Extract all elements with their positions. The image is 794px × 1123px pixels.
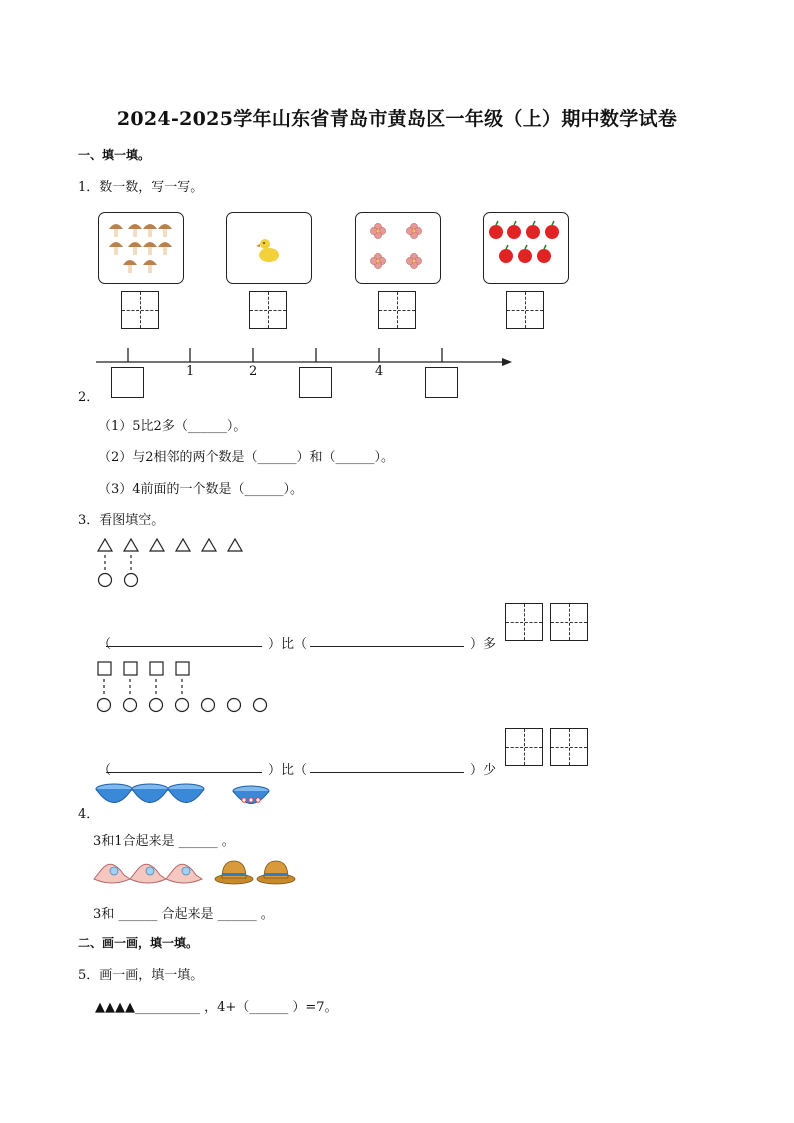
q3-line2-open: （ — [98, 763, 112, 778]
question-4-number: 4． — [78, 807, 100, 822]
question-4-line-1: 3和1合起来是 ______ 。 — [93, 834, 235, 849]
q3-answer-grid-1b[interactable] — [550, 603, 588, 641]
q3-line1-blank-b[interactable] — [310, 632, 464, 647]
page-title: 2024-2025学年山东省青岛市黄岛区一年级（上）期中数学试卷 — [116, 108, 678, 130]
question-3-text: 3．看图填空。 — [78, 513, 165, 528]
hat-icon — [92, 853, 302, 889]
bowl-icon — [94, 780, 284, 816]
section-heading-2: 二、画一画，填一填。 — [78, 936, 199, 950]
tick-label-1: 1 — [186, 364, 195, 379]
q3-line1-mid: ）比（ — [268, 637, 308, 652]
q3-line2-mid: ）比（ — [268, 763, 308, 778]
q3-line1-open: （ — [98, 637, 112, 652]
q3-line1-end: ）多 — [470, 637, 497, 652]
question-2-sub-3: （3）4前面的一个数是（______）。 — [98, 482, 304, 497]
tick-label-4: 4 — [375, 364, 384, 379]
question-1-text: 1．数一数，写一写。 — [78, 180, 204, 195]
question-2-number: 2． — [78, 390, 100, 405]
section-heading-1: 一、填一填。 — [78, 148, 151, 162]
q3-line2-end: ）少 — [470, 763, 497, 778]
q3-answer-grid-1a[interactable] — [505, 603, 543, 641]
question-5-line: ▲▲▲▲__________ ，4+（______ ）=7。 — [95, 1000, 338, 1015]
question-5-text: 5．画一画，填一填。 — [78, 968, 204, 983]
q3-line2-blank-b[interactable] — [310, 758, 464, 773]
question-4-line-2: 3和 ______ 合起来是 ______ 。 — [93, 907, 274, 922]
tick-label-2: 2 — [249, 364, 258, 379]
question-2-sub-1: （1）5比2多（______）。 — [98, 419, 247, 434]
q3-line1-blank-a[interactable] — [106, 632, 262, 647]
q3-answer-grid-2b[interactable] — [550, 728, 588, 766]
q3-answer-grid-2a[interactable] — [505, 728, 543, 766]
q3-line2-blank-a[interactable] — [106, 758, 262, 773]
question-2-sub-2: （2）与2相邻的两个数是（______）和（______）。 — [98, 450, 395, 465]
